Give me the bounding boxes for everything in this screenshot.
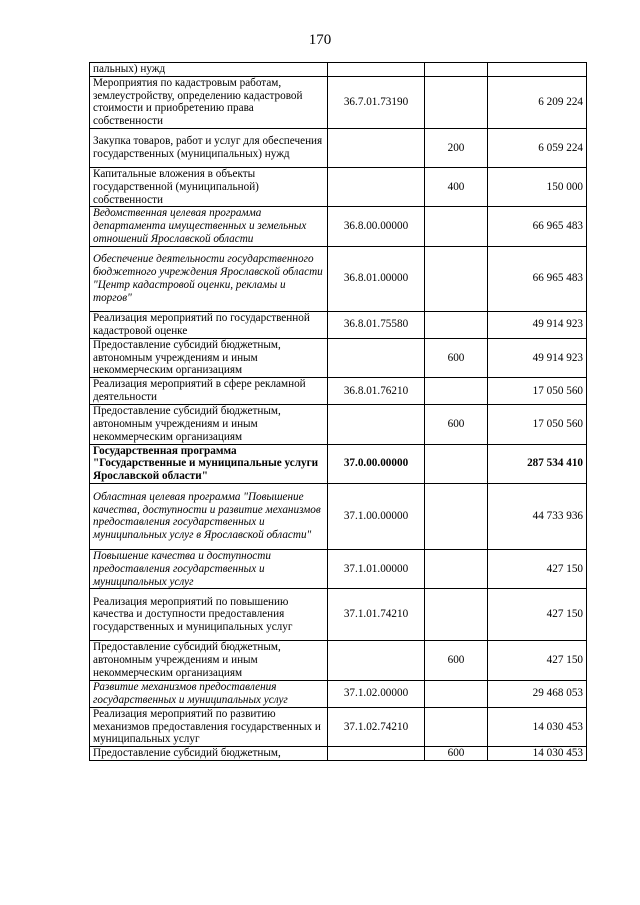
row-expense-type-cell: 600 [425, 405, 488, 444]
table-row [90, 311, 587, 338]
row-amount-cell: 66 965 483 [488, 207, 587, 246]
row-expense-type-cell: 200 [425, 128, 488, 167]
row-amount-cell: 49 914 923 [488, 311, 587, 338]
row-amount-cell: 6 209 224 [488, 76, 587, 128]
row-code-cell [328, 338, 425, 377]
row-expense-type-cell [425, 483, 488, 549]
row-amount-cell: 29 468 053 [488, 680, 587, 707]
row-code-cell: 36.8.01.75580 [328, 311, 425, 338]
row-code-cell [328, 641, 425, 680]
row-amount-cell [488, 63, 587, 77]
table-row [90, 680, 587, 707]
table-row [90, 707, 587, 746]
table-row [90, 338, 587, 377]
table-row [90, 747, 587, 761]
table-row [90, 549, 587, 588]
row-amount-cell: 287 534 410 [488, 444, 587, 483]
row-expense-type-cell [425, 444, 488, 483]
table-row [90, 63, 587, 77]
table-row [90, 444, 587, 483]
row-name-cell: Предоставление субсидий бюджетным, автономным учреждениям и иным некоммерческим организациям [90, 338, 328, 377]
row-code-cell: 36.7.01.73190 [328, 76, 425, 128]
table-row [90, 207, 587, 246]
row-expense-type-cell: 600 [425, 747, 488, 761]
row-expense-type-cell [425, 76, 488, 128]
row-expense-type-cell [425, 63, 488, 77]
row-name-cell: Закупка товаров, работ и услуг для обеспечения государственных (муниципальных) нужд [90, 128, 328, 167]
table-row [90, 76, 587, 128]
table-row [90, 589, 587, 641]
row-expense-type-cell [425, 549, 488, 588]
row-name-cell: пальных) нужд [90, 63, 328, 77]
row-name-cell: Областная целевая программа "Повышение качества, доступности и развитие механизмов предоставления государственных и муниципальных услуг в Ярославской области" [90, 483, 328, 549]
row-name-cell: Реализация мероприятий по развитию механизмов предоставления государственных и муниципальных услуг [90, 707, 328, 746]
row-amount-cell: 17 050 560 [488, 405, 587, 444]
row-expense-type-cell: 600 [425, 338, 488, 377]
row-code-cell: 36.8.01.00000 [328, 246, 425, 311]
row-code-cell [328, 747, 425, 761]
row-amount-cell: 66 965 483 [488, 246, 587, 311]
row-code-cell: 37.1.02.00000 [328, 680, 425, 707]
row-expense-type-cell: 400 [425, 167, 488, 206]
row-amount-cell: 44 733 936 [488, 483, 587, 549]
row-name-cell: Реализация мероприятий по государственной кадастровой оценке [90, 311, 328, 338]
row-code-cell [328, 405, 425, 444]
row-code-cell: 37.1.02.74210 [328, 707, 425, 746]
table-row [90, 378, 587, 405]
table-row [90, 246, 587, 311]
table-row [90, 167, 587, 206]
row-name-cell: Капитальные вложения в объекты государственной (муниципальной) собственности [90, 167, 328, 206]
row-expense-type-cell [425, 707, 488, 746]
table-row [90, 405, 587, 444]
row-name-cell: Предоставление субсидий бюджетным, [90, 747, 328, 761]
row-expense-type-cell [425, 311, 488, 338]
row-amount-cell: 427 150 [488, 641, 587, 680]
row-code-cell: 37.1.00.00000 [328, 483, 425, 549]
row-amount-cell: 14 030 453 [488, 707, 587, 746]
row-code-cell: 37.1.01.00000 [328, 549, 425, 588]
row-amount-cell: 427 150 [488, 589, 587, 641]
row-code-cell: 36.8.00.00000 [328, 207, 425, 246]
row-expense-type-cell [425, 207, 488, 246]
row-name-cell: Реализация мероприятий по повышению качества и доступности предоставления государственных и муниципальных услуг [90, 589, 328, 641]
row-name-cell: Предоставление субсидий бюджетным, автономным учреждениям и иным некоммерческим организациям [90, 405, 328, 444]
row-code-cell: 37.1.01.74210 [328, 589, 425, 641]
row-amount-cell: 150 000 [488, 167, 587, 206]
row-name-cell: Предоставление субсидий бюджетным, автономным учреждениям и иным некоммерческим организациям [90, 641, 328, 680]
row-code-cell: 37.0.00.00000 [328, 444, 425, 483]
row-code-cell: 36.8.01.76210 [328, 378, 425, 405]
row-amount-cell: 6 059 224 [488, 128, 587, 167]
row-expense-type-cell: 600 [425, 641, 488, 680]
table-row [90, 483, 587, 549]
row-name-cell: Мероприятия по кадастровым работам, землеустройству, определению кадастровой стоимости и приобретению права собственности [90, 76, 328, 128]
row-amount-cell: 14 030 453 [488, 747, 587, 761]
row-code-cell [328, 63, 425, 77]
row-expense-type-cell [425, 246, 488, 311]
table-row [90, 641, 587, 680]
page-number: 170 [308, 32, 332, 48]
budget-table [89, 62, 587, 761]
row-amount-cell: 49 914 923 [488, 338, 587, 377]
row-amount-cell: 427 150 [488, 549, 587, 588]
row-expense-type-cell [425, 589, 488, 641]
row-expense-type-cell [425, 378, 488, 405]
row-name-cell: Реализация мероприятий в сфере рекламной деятельности [90, 378, 328, 405]
row-amount-cell: 17 050 560 [488, 378, 587, 405]
budget-table-body [90, 63, 587, 761]
row-name-cell: Ведомственная целевая программа департамента имущественных и земельных отношений Ярославской области [90, 207, 328, 246]
row-name-cell: Обеспечение деятельности государственного бюджетного учреждения Ярославской области "Центр кадастровой оценки, рекламы и торгов" [90, 246, 328, 311]
table-row [90, 128, 587, 167]
row-expense-type-cell [425, 680, 488, 707]
row-name-cell: Развитие механизмов предоставления государственных и муниципальных услуг [90, 680, 328, 707]
row-code-cell [328, 128, 425, 167]
row-name-cell: Государственная программа "Государственные и муниципальные услуги Ярославской области" [90, 444, 328, 483]
row-name-cell: Повышение качества и доступности предоставления государственных и муниципальных услуг [90, 549, 328, 588]
row-code-cell [328, 167, 425, 206]
